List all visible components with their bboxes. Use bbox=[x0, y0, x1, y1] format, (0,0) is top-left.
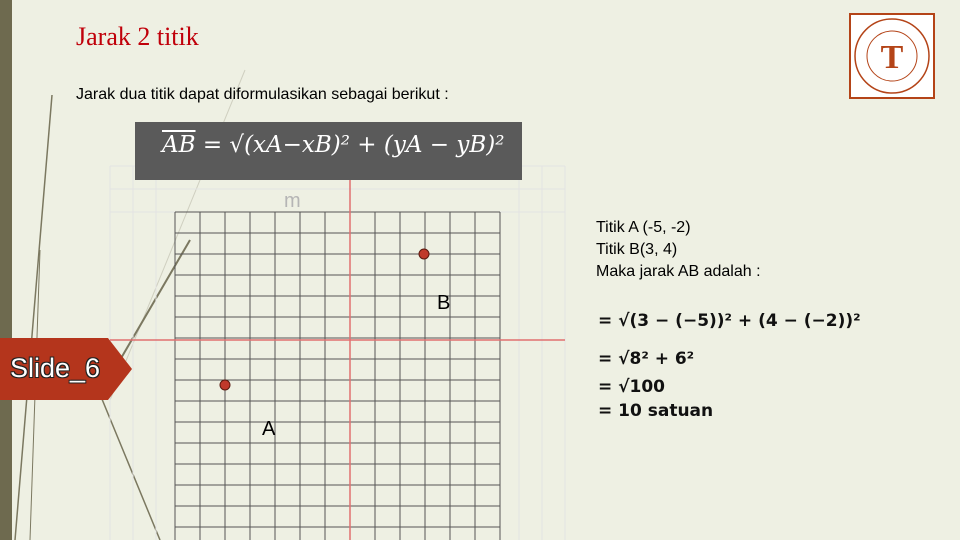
point-a-label: A bbox=[262, 418, 276, 440]
calc-step-1: = √(3 − (−5))² + (4 − (−2))² bbox=[598, 311, 861, 331]
calc-step-3: = √100 bbox=[598, 377, 665, 397]
calc-step-2: = √8² + 6² bbox=[598, 349, 695, 369]
distance-formula-box bbox=[135, 122, 522, 180]
formula-rhs: = √(xA−xB)² + (yA − yB)² bbox=[195, 132, 505, 158]
school-logo bbox=[849, 13, 935, 99]
slide-title: Jarak 2 titik bbox=[76, 22, 199, 51]
point-a bbox=[220, 380, 230, 390]
point-b bbox=[419, 249, 429, 259]
points-info bbox=[596, 217, 761, 283]
slide-tag-label: Slide_6 bbox=[10, 353, 101, 383]
formula-lhs: $\overline{AB}$ bbox=[162, 132, 196, 158]
info-point-a: Titik A (-5, -2) bbox=[596, 219, 691, 236]
point-b-label: B bbox=[437, 292, 451, 314]
svg-text:T: T bbox=[880, 39, 904, 76]
info-question: Maka jarak AB adalah : bbox=[596, 263, 761, 280]
subtitle-text: Jarak dua titik dapat diformulasikan sebagai berikut : bbox=[76, 86, 449, 103]
info-point-b: Titik B(3, 4) bbox=[596, 241, 678, 258]
axis-m-label: m bbox=[284, 190, 301, 212]
distance-formula bbox=[162, 132, 504, 158]
calc-step-4: = 10 satuan bbox=[598, 401, 714, 421]
